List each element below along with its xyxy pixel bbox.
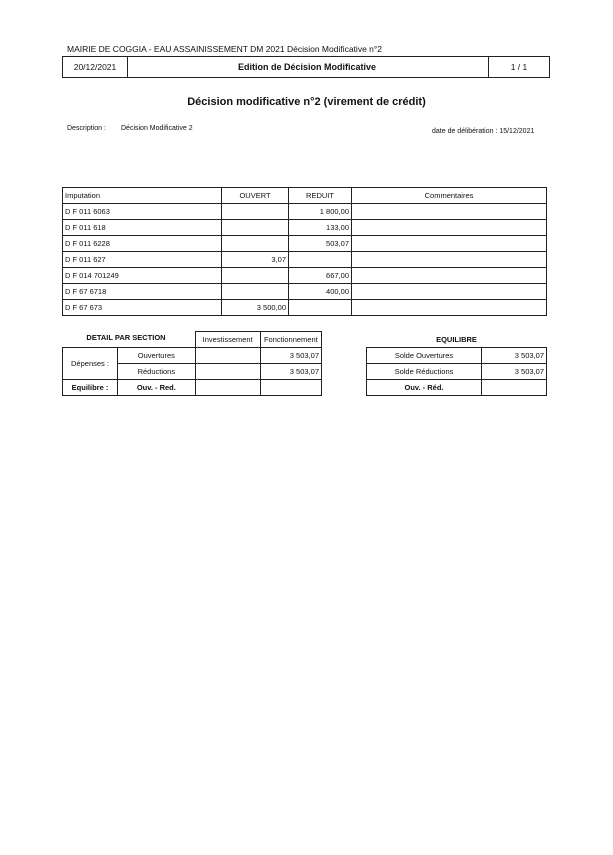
ouvert-cell: 3 500,00	[222, 300, 289, 316]
depenses-label: Dépenses :	[63, 348, 118, 380]
ouvert-cell	[222, 268, 289, 284]
reduit-cell	[289, 300, 352, 316]
reductions-fonctionnement: 3 503,07	[260, 364, 321, 380]
commentaire-cell	[352, 284, 547, 300]
equilibre-ouv-red-label: Ouv. - Réd.	[367, 380, 482, 396]
ouv-red-label: Ouv. - Red.	[118, 380, 196, 396]
reduit-cell: 667,00	[289, 268, 352, 284]
equilibre-investissement	[195, 380, 260, 396]
commentaire-cell	[352, 300, 547, 316]
description-value: Décision Modificative 2	[121, 125, 193, 132]
ouvertures-investissement	[195, 348, 260, 364]
table-row	[63, 236, 547, 252]
header-commentaires: Commentaires	[352, 188, 547, 204]
header-reduit: REDUIT	[289, 188, 352, 204]
organization-line: MAIRIE DE COGGIA - EAU ASSAINISSEMENT DM 2021 Décision Modificative n°2	[67, 44, 383, 54]
imputation-cell: D F 011 6063	[63, 204, 222, 220]
imputation-cell: D F 014 701249	[63, 268, 222, 284]
ouvertures-label: Ouvertures	[118, 348, 196, 364]
table-row	[63, 300, 547, 316]
ouvert-cell: 3,07	[222, 252, 289, 268]
reduit-cell: 400,00	[289, 284, 352, 300]
reductions-investissement	[195, 364, 260, 380]
detail-section-table	[62, 331, 322, 396]
table-row	[63, 220, 547, 236]
header-date: 20/12/2021	[63, 57, 128, 77]
reductions-label: Réductions	[118, 364, 196, 380]
table-row	[63, 268, 547, 284]
detail-header-fonctionnement: Fonctionnement	[260, 332, 321, 348]
ouvert-cell	[222, 204, 289, 220]
detail-header-investissement: Investissement	[195, 332, 260, 348]
header-box	[62, 56, 550, 78]
solde-reductions-label: Solde Réductions	[367, 364, 482, 380]
detail-row-equilibre	[63, 380, 322, 396]
detail-section-title: DETAIL PAR SECTION	[86, 333, 166, 342]
table-row	[63, 252, 547, 268]
imputation-cell: D F 67 673	[63, 300, 222, 316]
header-page-number: 1 / 1	[488, 57, 549, 77]
reduit-cell: 1 800,00	[289, 204, 352, 220]
solde-reductions-value: 3 503,07	[482, 364, 547, 380]
deliberation-date: date de délibération : 15/12/2021	[432, 128, 535, 135]
description-label: Description :	[67, 125, 106, 132]
table-row	[63, 284, 547, 300]
commentaire-cell	[352, 220, 547, 236]
equilibre-table	[366, 347, 547, 396]
ouvertures-fonctionnement: 3 503,07	[260, 348, 321, 364]
table-row	[63, 204, 547, 220]
reduit-cell: 133,00	[289, 220, 352, 236]
header-title: Edition de Décision Modificative	[237, 62, 377, 72]
solde-ouvertures-label: Solde Ouvertures	[367, 348, 482, 364]
document-title: Décision modificative n°2 (virement de crédit)	[187, 96, 426, 108]
imputation-cell: D F 011 618	[63, 220, 222, 236]
equilibre-ouv-red-value	[482, 380, 547, 396]
detail-header-row	[63, 332, 322, 348]
header-imputation: Imputation	[63, 188, 222, 204]
imputation-cell: D F 67 6718	[63, 284, 222, 300]
solde-ouvertures-row	[367, 348, 547, 364]
reduit-cell	[289, 252, 352, 268]
imputation-cell: D F 011 6228	[63, 236, 222, 252]
imputation-table	[62, 187, 547, 316]
ouvert-cell	[222, 220, 289, 236]
equilibre-ouv-red-row	[367, 380, 547, 396]
equilibre-label: Equilibre :	[63, 380, 118, 396]
ouvert-cell	[222, 236, 289, 252]
commentaire-cell	[352, 204, 547, 220]
commentaire-cell	[352, 236, 547, 252]
table-header-row	[63, 188, 547, 204]
equilibre-section-title: EQUILIBRE	[436, 335, 477, 344]
ouvert-cell	[222, 284, 289, 300]
detail-row-ouvertures	[63, 348, 322, 364]
solde-ouvertures-value: 3 503,07	[482, 348, 547, 364]
commentaire-cell	[352, 252, 547, 268]
reduit-cell: 503,07	[289, 236, 352, 252]
imputation-cell: D F 011 627	[63, 252, 222, 268]
header-ouvert: OUVERT	[222, 188, 289, 204]
solde-reductions-row	[367, 364, 547, 380]
commentaire-cell	[352, 268, 547, 284]
equilibre-fonctionnement	[260, 380, 321, 396]
